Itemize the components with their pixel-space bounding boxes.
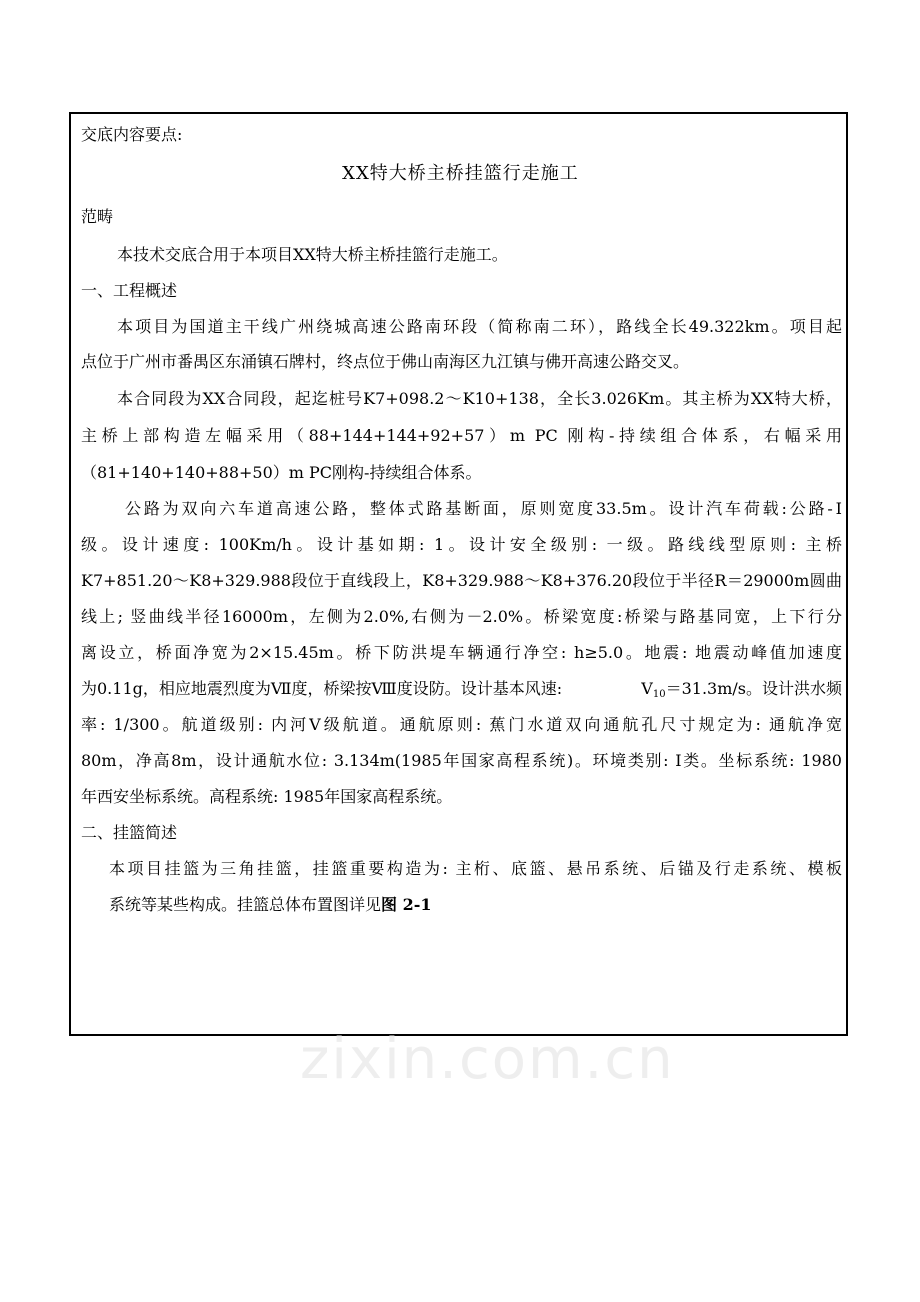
overview-paragraph-2-line: （81+140+140+88+50）m PC刚构-持续组合体系。 (81, 463, 482, 482)
hanging-basket-paragraph-line: 本项目挂篮为三角挂篮，挂篮重要构造为: 主桁、底篮、悬吊系统、后锚及行走系统、模板 (109, 859, 842, 878)
wind-speed-value (641, 678, 842, 706)
overview-paragraph-3-line: 年西安坐标系统。高程系统: 1985年国家高程系统。 (81, 787, 453, 806)
overview-paragraph-2-line: 主桥上部构造左幅采用（88+144+144+92+57）m PC 刚构-持续组合体系，右幅采用 (81, 426, 842, 445)
overview-paragraph-3-line: 率: 1/300。航道级别: 内河Ⅴ级航道。通航原则: 蕉门水道双向通航孔尺寸规定为: 通航净宽 (81, 715, 842, 734)
overview-paragraph-3-line: 离设立，桥面净宽为2×15.45m。桥下防洪堤车辆通行净空: h≥5.0。地震: 地震动峰值加速度 (81, 643, 842, 662)
overview-wind-speed-line (81, 678, 842, 706)
scope-heading: 范畴 (81, 207, 114, 226)
watermark: zixin.com.cn (300, 1027, 675, 1092)
overview-paragraph-3-line: K7+851.20～K8+329.988段位于直线段上，K8+329.988～K8+376.20段位于半径R＝29000m圆曲 (81, 571, 842, 590)
overview-paragraph-1-line: 本项目为国道主干线广州绕城高速公路南环段（简称南二环），路线全长49.322km。项目起 (117, 317, 842, 336)
scope-text: 本技术交底合用于本项目XX特大桥主桥挂篮行走施工。 (117, 245, 508, 264)
document-frame (69, 112, 848, 1036)
overview-paragraph-2-line: 本合同段为XX合同段，起迄桩号K7+098.2～K10+138，全长3.026Km。其主桥为XX特大桥， (117, 389, 842, 408)
wind-after-text: ＝31.3m/s。设计洪水频 (665, 679, 842, 698)
overview-paragraph-3-line: 线上; 竖曲线半径16000m，左侧为2.0%,右侧为－2.0%。桥梁宽度:桥梁与路基同宽，上下行分 (81, 607, 842, 626)
overview-paragraph-3-line: 80m，净高8m，设计通航水位: 3.134m(1985年国家高程系统)。环境类别: Ⅰ类。坐标系统: 1980 (81, 751, 842, 770)
wind-line-text: 为0.11g，相应地震烈度为Ⅶ度，桥梁按Ⅷ度设防。设计基本风速: (81, 679, 563, 698)
wind-subscript: 10 (652, 689, 666, 700)
wind-symbol: V (641, 679, 653, 698)
overview-paragraph-3-line: 公路为双向六车道高速公路，整体式路基断面，原则宽度33.5m。设计汽车荷载:公路-Ⅰ (125, 499, 842, 518)
section2-heading: 二、挂篮简述 (81, 823, 178, 842)
hanging-basket-paragraph-line (109, 894, 432, 916)
overview-paragraph-3-line: 级。设计速度: 100Km/h。设计基如期: 1。设计安全级别: 一级。路线线型原则: 主桥 (81, 535, 842, 554)
section1-heading: 一、工程概述 (81, 281, 178, 300)
document-title: XX特大桥主桥挂篮行走施工 (342, 163, 579, 184)
heading-label: 交底内容要点: (81, 125, 183, 144)
figure-reference: 图 2-1 (381, 895, 432, 914)
overview-paragraph-1-line: 点位于广州市番禺区东涌镇石牌村，终点位于佛山南海区九江镇与佛开高速公路交叉。 (81, 352, 690, 371)
hanging-basket-text: 系统等某些构成。挂篮总体布置图详见 (109, 895, 382, 914)
